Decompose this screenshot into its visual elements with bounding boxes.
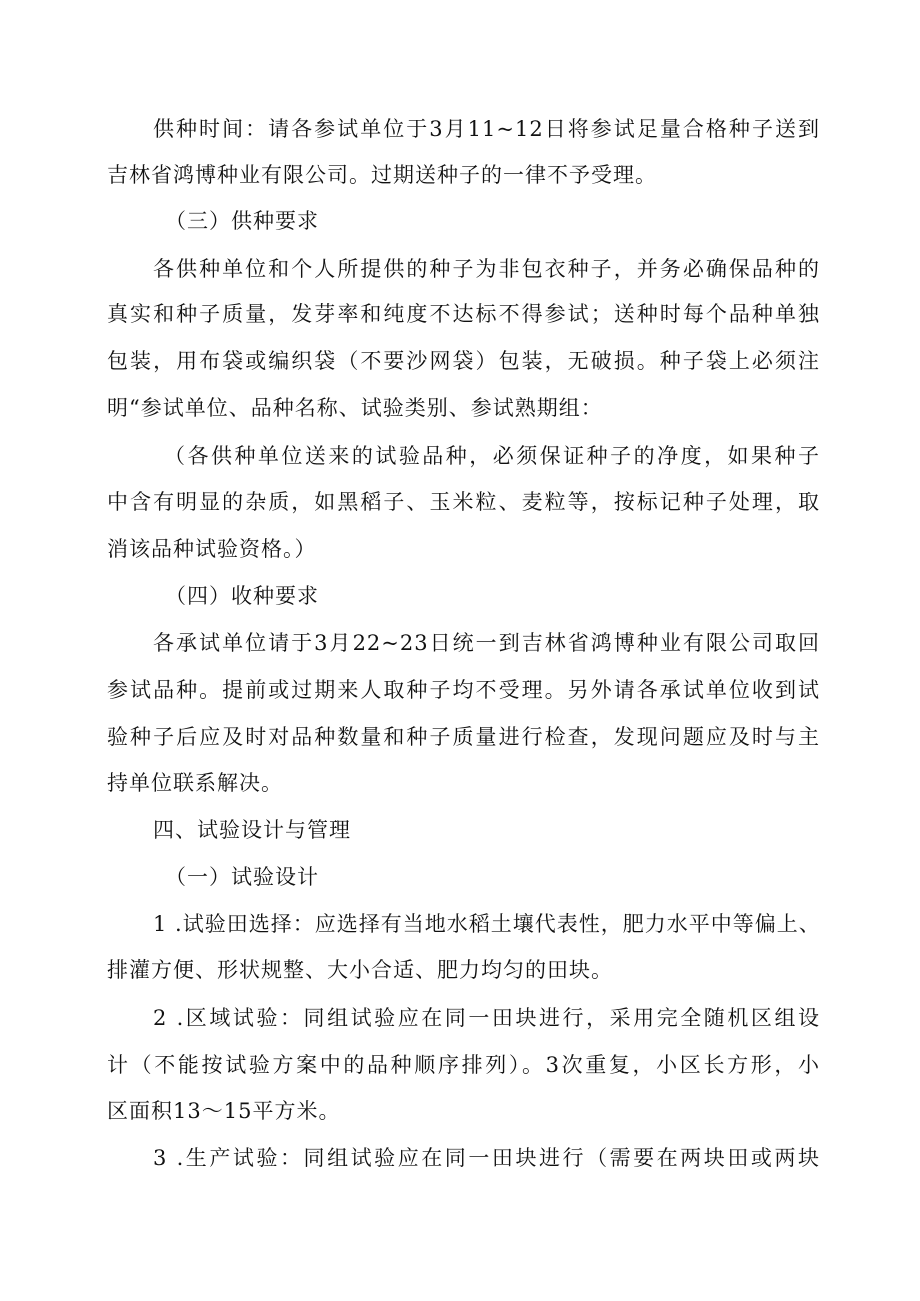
item-regional-trial-line-2: 计（不能按试验方案中的品种顺序排列）。3次重复，小区长方形，小: [107, 1053, 820, 1077]
item-field-selection-line-2: 排灌方便、形状规整、大小合适、肥力均匀的田块。: [107, 958, 613, 982]
paragraph-purity-line-2: 中含有明显的杂质，如黑稻子、玉米粒、麦粒等，按标记种子处理，取: [107, 490, 820, 514]
item-production-trial-line-1: 3 .生产试验：同组试验应在同一田块进行（需要在两块田或两块: [153, 1146, 820, 1170]
paragraph-collection-line-2: 参试品种。提前或过期来人取种子均不受理。另外请各承试单位收到试: [107, 678, 820, 702]
paragraph-supply-time-line-1: 供种时间：请各参试单位于3月11~12日将参试足量合格种子送到: [153, 117, 820, 141]
paragraph-supply-requirements-line-3: 包装，用布袋或编织袋（不要沙网袋）包装，无破损。种子袋上必须注: [107, 349, 820, 373]
item-regional-trial-line-1: 2 .区域试验：同组试验应在同一田块进行，采用完全随机区组设: [153, 1006, 820, 1030]
paragraph-supply-time-line-2: 吉林省鸿博种业有限公司。过期送种子的一律不予受理。: [107, 163, 657, 187]
heading-collection-requirements: （四）收种要求: [165, 584, 319, 608]
paragraph-purity-line-1: （各供种单位送来的试验品种，必须保证种子的净度，如果种子: [164, 444, 820, 468]
paragraph-collection-line-3: 验种子后应及时对品种数量和种子质量进行检查，发现问题应及时与主: [107, 725, 820, 749]
paragraph-purity-line-3: 消该品种试验资格。）: [107, 537, 317, 561]
paragraph-supply-requirements-line-1: 各供种单位和个人所提供的种子为非包衣种子，并务必确保品种的: [153, 257, 820, 281]
heading-supply-requirements: （三）供种要求: [165, 209, 319, 233]
paragraph-collection-line-4: 持单位联系解决。: [107, 771, 283, 795]
paragraph-supply-requirements-line-4: 明“参试单位、品种名称、试验类别、参试熟期组：: [107, 396, 603, 420]
paragraph-collection-line-1: 各承试单位请于3月22~23日统一到吉林省鸿博种业有限公司取回: [153, 631, 820, 655]
heading-trial-design-management: 四、试验设计与管理: [153, 818, 351, 842]
item-regional-trial-line-3: 区面积13～15平方米。: [107, 1099, 341, 1123]
item-field-selection-line-1: 1 .试验田选择：应选择有当地水稻土壤代表性，肥力水平中等偏上、: [153, 912, 821, 936]
heading-trial-design: （一）试验设计: [165, 865, 319, 889]
paragraph-supply-requirements-line-2: 真实和种子质量，发芽率和纯度不达标不得参试；送种时每个品种单独: [107, 302, 820, 326]
